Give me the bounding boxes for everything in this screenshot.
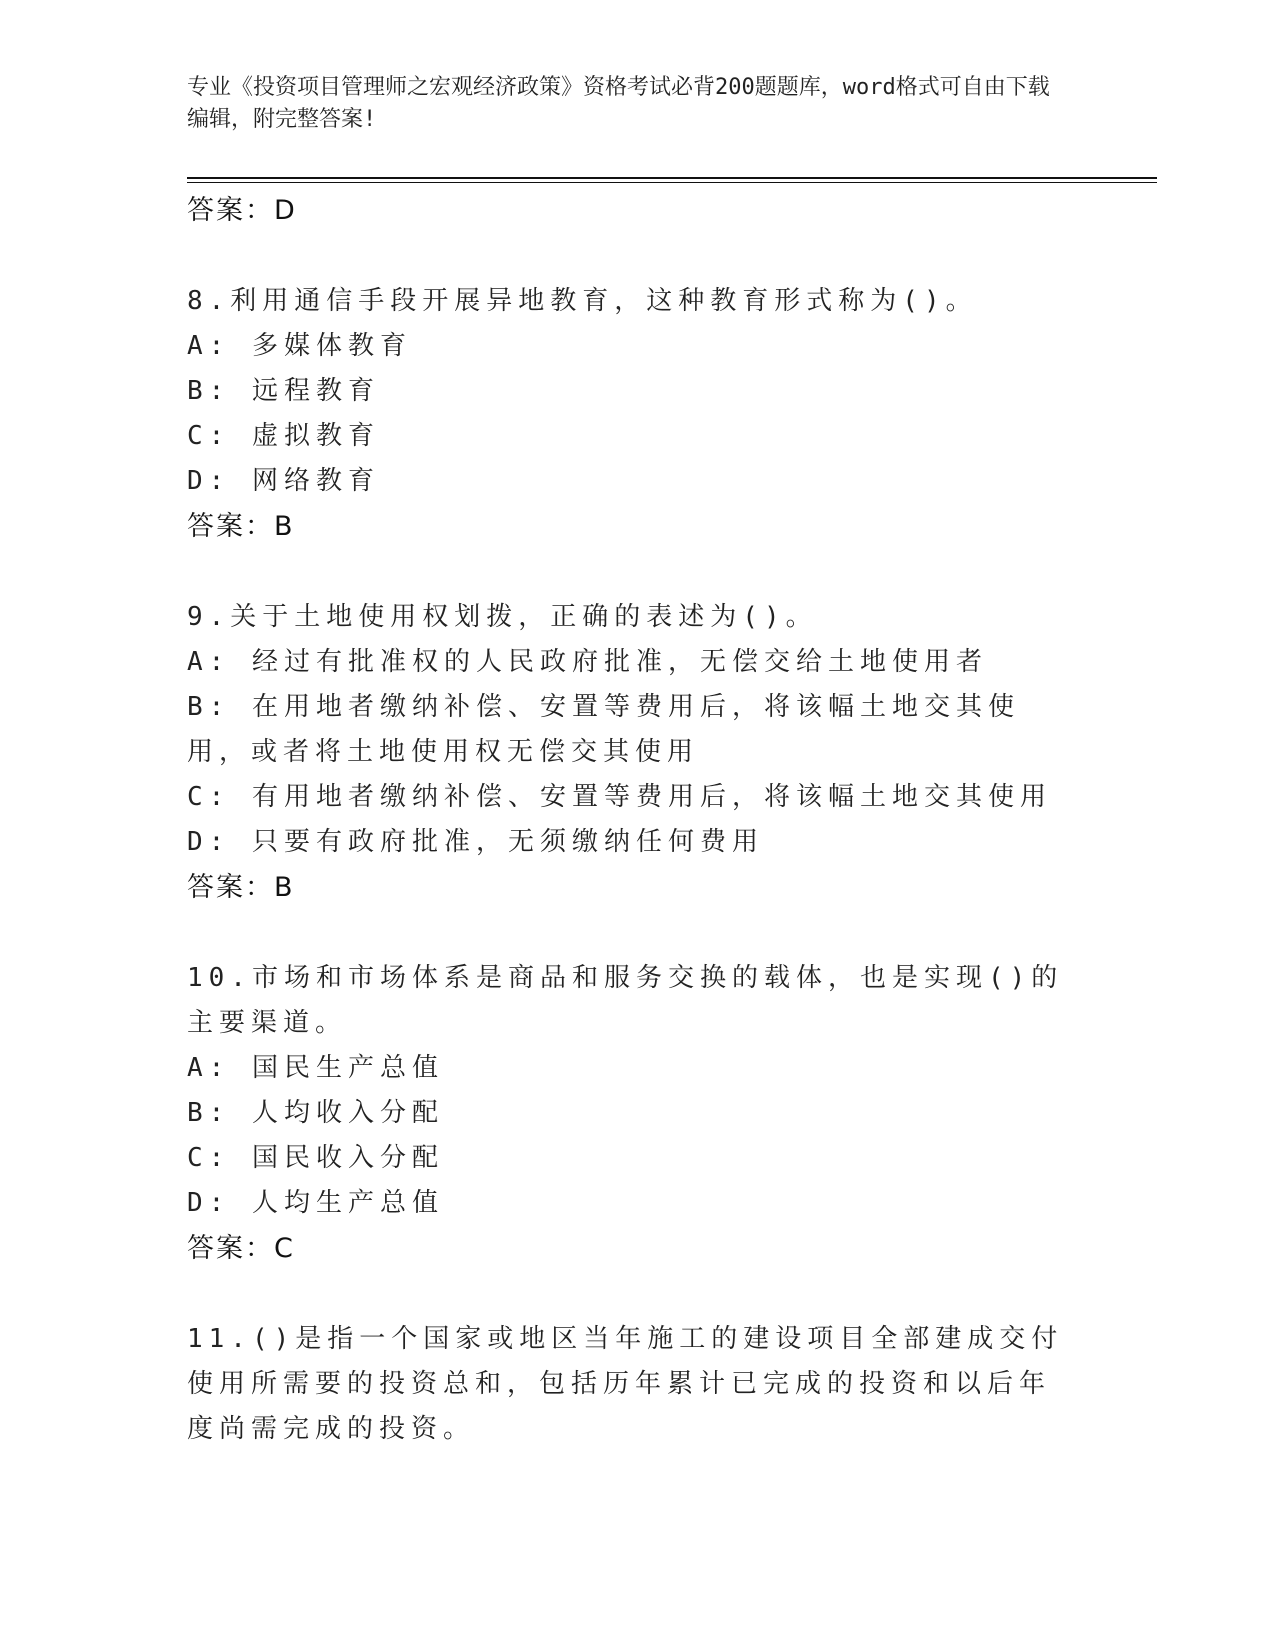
option-b: B: 人均收入分配 (187, 1098, 444, 1128)
header-rule-thin (187, 182, 1157, 183)
question-text: 8.利用通信手段开展异地教育，这种教育形式称为()。 (187, 286, 978, 316)
option-d: D: 只要有政府批准，无须缴纳任何费用 (187, 827, 764, 857)
question-block-9 (187, 595, 1087, 910)
option-b: B: 在用地者缴纳补偿、安置等费用后，将该幅土地交其使用，或者将土地使用权无偿交其使用 (187, 692, 1020, 767)
option-c: C: 有用地者缴纳补偿、安置等费用后，将该幅土地交其使用 (187, 782, 1052, 812)
option-d: D: 人均生产总值 (187, 1188, 444, 1218)
option-b: B: 远程教育 (187, 376, 380, 406)
answer-line: 答案：B (187, 511, 295, 542)
question-text: 9.关于土地使用权划拨，正确的表述为()。 (187, 602, 818, 632)
option-a: A: 多媒体教育 (187, 331, 412, 361)
answer-line: 答案：B (187, 872, 295, 903)
document-header: 专业《投资项目管理师之宏观经济政策》资格考试必背200题题库，word格式可自由下载编辑，附完整答案! (187, 75, 1050, 132)
option-a: A: 经过有批准权的人民政府批准，无偿交给土地使用者 (187, 647, 988, 677)
option-c: C: 国民收入分配 (187, 1143, 444, 1173)
question-text: 10.市场和市场体系是商品和服务交换的载体，也是实现()的主要渠道。 (187, 963, 1064, 1038)
question-block-11 (187, 1317, 1087, 1452)
option-a: A: 国民生产总值 (187, 1053, 444, 1083)
question-block-10 (187, 956, 1087, 1271)
option-d: D: 网络教育 (187, 466, 380, 496)
option-c: C: 虚拟教育 (187, 421, 380, 451)
question-block-8 (187, 279, 1087, 549)
question-list (187, 188, 1087, 1452)
answer-line: 答案：C (187, 1233, 295, 1264)
answer-line: 答案：D (187, 195, 297, 226)
question-text: 11.()是指一个国家或地区当年施工的建设项目全部建成交付使用所需要的投资总和，包括历年累计已完成的投资和以后年度尚需完成的投资。 (187, 1324, 1064, 1444)
header-rule-thick (187, 177, 1157, 179)
